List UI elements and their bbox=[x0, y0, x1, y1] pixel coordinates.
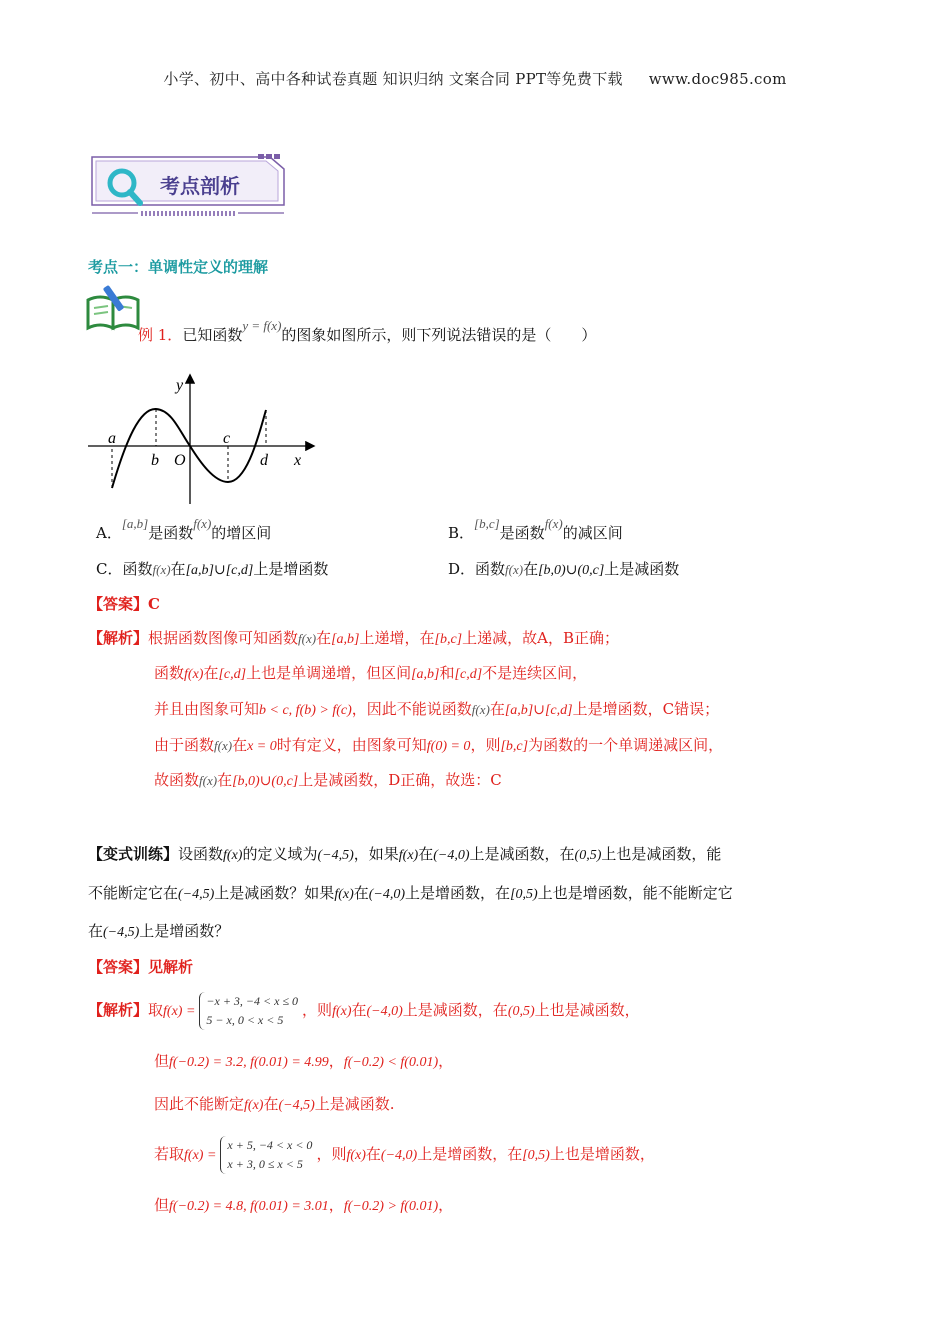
label-y: y bbox=[176, 377, 184, 394]
analysis2-l5-m1: f(−0.2) = 4.8, f(0.01) = 3.01 bbox=[169, 1199, 329, 1214]
options-B-t2: 的减区间 bbox=[562, 524, 623, 542]
analysis1-l1-t4: 上递减，故A，B正确； bbox=[462, 629, 619, 647]
analysis2-l5-t1: 但 bbox=[154, 1196, 170, 1214]
analysis1-l2-t5: 不是连续区间， bbox=[482, 664, 588, 682]
analysis2-l2-t3: ， bbox=[438, 1052, 454, 1070]
analysis1-l4-t5: 为函数的一个单调递减区间， bbox=[528, 736, 724, 754]
analysis2-l3-m1: f(x) bbox=[244, 1098, 264, 1113]
label-x: x bbox=[294, 452, 302, 469]
analysis2-l2-m1: f(−0.2) = 3.2, f(0.01) = 4.99 bbox=[169, 1055, 329, 1070]
analysis2-l4-t2: ，则 bbox=[316, 1145, 347, 1163]
variant-line-2 bbox=[88, 882, 733, 903]
variant-l2-m3: (−4,0) bbox=[368, 887, 406, 902]
analysis1-l1-t1: 根据函数图像可知函数 bbox=[148, 629, 299, 647]
variant-l2-t5: 上也是增函数，能不能断定它 bbox=[537, 884, 733, 902]
analysis2-l3-m2: (−4,5) bbox=[278, 1098, 315, 1113]
analysis1-l5-t1: 故函数 bbox=[154, 771, 200, 789]
analysis1-l4-t1: 由于函数 bbox=[154, 736, 215, 754]
option-b[interactable] bbox=[448, 516, 623, 543]
analysis1-l1-m2: [a,b] bbox=[331, 632, 360, 647]
piecewise-brace-1 bbox=[199, 992, 298, 1030]
analysis1-l2-m2: [c,d] bbox=[218, 667, 247, 682]
analysis2-l3-t3: 上是减函数. bbox=[314, 1095, 395, 1113]
options-C-m2: [a,b]∪[c,d] bbox=[185, 563, 254, 578]
analysis2-l4-m1: f(x) = bbox=[184, 1148, 217, 1163]
analysis2-l1-c2: 5 − x, 0 < x < 5 bbox=[206, 1013, 284, 1027]
analysis2-l1-t2: ，则 bbox=[302, 1001, 333, 1019]
variant-l2-m1: (−4,5) bbox=[178, 887, 215, 902]
analysis1-l5-m1: f(x) bbox=[199, 773, 218, 788]
analysis1-l1-m1: f(x) bbox=[298, 631, 317, 646]
analysis2-l1-m3: (−4,0) bbox=[366, 1004, 403, 1019]
variant-l1-t2: 的定义域为 bbox=[242, 845, 318, 863]
analysis1-tag: 【解析】 bbox=[88, 629, 149, 647]
analysis-2-line-5 bbox=[154, 1194, 453, 1215]
analysis1-l5-t2: 在 bbox=[217, 771, 233, 789]
variant-l1-m5: (0,5) bbox=[574, 848, 602, 863]
label-d: d bbox=[260, 452, 268, 469]
analysis1-l1-t2: 在 bbox=[316, 629, 332, 647]
analysis2-l3-t2: 在 bbox=[263, 1095, 279, 1113]
analysis1-l3-m2: f(x) bbox=[471, 702, 490, 717]
options-A-label: A． bbox=[96, 524, 122, 542]
example-post: 的图象如图所示，则下列说法错误的是（ ） bbox=[281, 326, 597, 344]
analysis2-l3-t1: 因此不能断定 bbox=[154, 1095, 245, 1113]
options-B-m1: [b,c] bbox=[474, 516, 500, 531]
example-label: 例 1． bbox=[138, 326, 183, 344]
analysis2-l2-t1: 但 bbox=[154, 1052, 170, 1070]
options-D-t2: 在 bbox=[523, 560, 539, 578]
banner-title: 考点剖析 bbox=[160, 174, 240, 198]
variant-tag: 【变式训练】 bbox=[88, 845, 179, 863]
analysis2-l1-m2: f(x) bbox=[332, 1004, 352, 1019]
analysis1-l3-m1: b < c, f(b) > f(c) bbox=[259, 703, 352, 718]
label-a: a bbox=[108, 430, 116, 447]
analysis1-l4-m1: f(x) bbox=[214, 738, 233, 753]
analysis2-l5-t3: ， bbox=[438, 1196, 454, 1214]
section-title: 考点一：单调性定义的理解 bbox=[88, 258, 269, 276]
analysis2-l1-t1: 取 bbox=[148, 1001, 164, 1019]
function-graph bbox=[88, 370, 318, 510]
options-A-t2: 的增区间 bbox=[211, 524, 272, 542]
option-d[interactable] bbox=[448, 558, 679, 579]
variant-l1-t6: 上也是减函数，能 bbox=[601, 845, 722, 863]
analysis1-l4-t2: 在 bbox=[232, 736, 248, 754]
options-C-m1: f(x) bbox=[152, 562, 171, 577]
example-func: y = f(x) bbox=[242, 318, 282, 333]
analysis2-l5-m2: f(−0.2) > f(0.01) bbox=[343, 1199, 439, 1214]
analysis-2-line-3 bbox=[154, 1093, 395, 1114]
analysis2-l4-c1: x + 5, −4 < x < 0 bbox=[227, 1138, 313, 1152]
variant-line-3 bbox=[88, 920, 229, 941]
options-C-t1: 函数 bbox=[122, 560, 153, 578]
variant-l2-t2: 上是减函数？如果 bbox=[214, 884, 335, 902]
analysis1-l1-m3: [b,c] bbox=[434, 632, 463, 647]
analysis2-l1-c1: −x + 3, −4 < x ≤ 0 bbox=[206, 994, 299, 1008]
analysis-2-line-4 bbox=[154, 1136, 655, 1174]
label-o: O bbox=[174, 452, 186, 469]
answer-1 bbox=[88, 593, 160, 614]
answer2-tag: 【答案】 bbox=[88, 958, 149, 976]
options-A-t1: 是函数 bbox=[148, 524, 194, 542]
answer2-value: 见解析 bbox=[148, 958, 194, 976]
analysis1-l2-t1: 函数 bbox=[154, 664, 185, 682]
analysis2-l1-t4: 上是减函数，在 bbox=[402, 1001, 508, 1019]
analysis1-l4-m3: f(0) = 0 bbox=[426, 739, 471, 754]
options-B-m2: f(x) bbox=[544, 516, 563, 531]
function-curve bbox=[112, 409, 266, 488]
option-a[interactable] bbox=[96, 516, 272, 543]
analysis-1-line-3 bbox=[154, 698, 719, 719]
analysis1-l4-t4: ，则 bbox=[470, 736, 501, 754]
analysis2-l4-t5: 上也是增函数， bbox=[549, 1145, 655, 1163]
variant-l3-m1: (−4,5) bbox=[103, 925, 140, 940]
analysis2-l1-m4: (0,5) bbox=[507, 1004, 535, 1019]
analysis1-l4-m4: [b,c] bbox=[500, 739, 529, 754]
analysis-1-line-4 bbox=[154, 734, 723, 755]
analysis1-l2-m4: [c,d] bbox=[454, 667, 483, 682]
analysis1-l5-m2: [b,0)∪(0,c] bbox=[232, 774, 299, 789]
analysis-1-line-2 bbox=[154, 662, 587, 683]
analysis-2-line-1 bbox=[88, 992, 640, 1030]
analysis1-l2-m1: f(x) bbox=[184, 667, 204, 682]
answer1-tag: 【答案】 bbox=[88, 595, 149, 613]
options-C-label: C． bbox=[96, 560, 123, 578]
options-D-m1: f(x) bbox=[505, 562, 524, 577]
variant-l1-t3: ，如果 bbox=[353, 845, 399, 863]
analysis1-l3-m3: [a,b]∪[c,d] bbox=[504, 703, 573, 718]
analysis1-l2-t3: 上也是单调递增，但区间 bbox=[246, 664, 412, 682]
options-B-t1: 是函数 bbox=[499, 524, 545, 542]
options-D-t3: 上是减函数 bbox=[604, 560, 680, 578]
analysis2-l4-c2: x + 3, 0 ≤ x < 5 bbox=[227, 1157, 303, 1171]
header-url[interactable]: www.doc985.com bbox=[648, 70, 787, 88]
variant-l3-t2: 上是增函数？ bbox=[139, 922, 230, 940]
variant-l2-m2: f(x) bbox=[334, 887, 354, 902]
variant-l2-t4: 上是增函数，在 bbox=[405, 884, 511, 902]
options-A-m1: [a,b] bbox=[121, 516, 149, 531]
variant-l2-t1: 不能断定它在 bbox=[88, 884, 179, 902]
answer-2 bbox=[88, 956, 193, 977]
analysis-1-line-5 bbox=[154, 769, 502, 790]
options-D-label: D． bbox=[448, 560, 476, 578]
analysis1-l3-t4: 上是增函数，C错误； bbox=[572, 700, 720, 718]
variant-l1-m2: (−4,5) bbox=[317, 848, 354, 863]
variant-l1-t5: 上是减函数，在 bbox=[469, 845, 575, 863]
piecewise-brace-2 bbox=[220, 1136, 312, 1174]
options-C-t2: 在 bbox=[170, 560, 186, 578]
analysis2-l4-m2: f(x) bbox=[346, 1148, 366, 1163]
analysis1-l1-t3: 上递增，在 bbox=[359, 629, 435, 647]
analysis2-l2-m2: f(−0.2) < f(0.01) bbox=[343, 1055, 439, 1070]
options-A-m2: f(x) bbox=[193, 516, 212, 531]
analysis2-l2-t2: ， bbox=[328, 1052, 344, 1070]
book-pencil-icon bbox=[86, 284, 142, 332]
analysis2-l4-m3: (−4,0) bbox=[380, 1148, 418, 1163]
analysis1-l2-m3: [a,b] bbox=[411, 667, 440, 682]
analysis1-l2-t4: 和 bbox=[439, 664, 455, 682]
variant-l2-m4: [0,5) bbox=[510, 887, 538, 902]
variant-l1-m4: (−4,0) bbox=[433, 848, 470, 863]
analysis2-l4-t1: 若取 bbox=[154, 1145, 185, 1163]
variant-l1-t1: 设函数 bbox=[178, 845, 224, 863]
variant-l1-m3: f(x) bbox=[398, 848, 419, 863]
variant-l1-m1: f(x) bbox=[223, 848, 243, 863]
analysis2-tag: 【解析】 bbox=[88, 1001, 149, 1019]
options-C-t3: 上是增函数 bbox=[253, 560, 329, 578]
options-D-t1: 函数 bbox=[475, 560, 506, 578]
variant-l1-t4: 在 bbox=[418, 845, 434, 863]
example-pre: 已知函数 bbox=[182, 326, 243, 344]
analysis1-l3-t1: 并且由图象可知 bbox=[154, 700, 260, 718]
analysis1-l2-t2: 在 bbox=[203, 664, 219, 682]
label-b: b bbox=[151, 452, 159, 469]
header-text: 小学、初中、高中各种试卷真题 知识归纳 文案合同 PPT等免费下载 bbox=[163, 70, 623, 88]
option-c[interactable] bbox=[96, 558, 328, 579]
analysis-2-line-2 bbox=[154, 1050, 453, 1071]
options-D-m2: [b,0)∪(0,c] bbox=[538, 563, 605, 578]
analysis2-l1-t3: 在 bbox=[351, 1001, 367, 1019]
analysis1-l3-t3: 在 bbox=[489, 700, 505, 718]
analysis2-l4-t3: 在 bbox=[365, 1145, 381, 1163]
variant-l2-t3: 在 bbox=[353, 884, 369, 902]
analysis2-l5-t2: ， bbox=[328, 1196, 344, 1214]
options-B-label: B． bbox=[448, 524, 475, 542]
analysis2-l4-m4: [0,5) bbox=[522, 1148, 550, 1163]
analysis2-l1-m1: f(x) = bbox=[163, 1004, 196, 1019]
analysis2-l4-t4: 上是增函数，在 bbox=[417, 1145, 523, 1163]
page-header bbox=[0, 68, 950, 89]
variant-line-1 bbox=[88, 843, 721, 864]
variant-l3-t1: 在 bbox=[88, 922, 104, 940]
analysis1-l3-t2: ，因此不能说函数 bbox=[351, 700, 472, 718]
analysis2-l1-t5: 上也是减函数， bbox=[534, 1001, 640, 1019]
analysis1-l4-m2: x = 0 bbox=[247, 739, 277, 754]
label-c: c bbox=[223, 430, 231, 447]
answer1-value: C bbox=[148, 595, 160, 613]
example-1 bbox=[138, 318, 597, 345]
analysis1-l5-t3: 上是减函数，D正确，故选：C bbox=[298, 771, 502, 789]
analysis1-l4-t3: 时有定义，由图象可知 bbox=[276, 736, 427, 754]
analysis-1-line-1 bbox=[88, 627, 619, 648]
